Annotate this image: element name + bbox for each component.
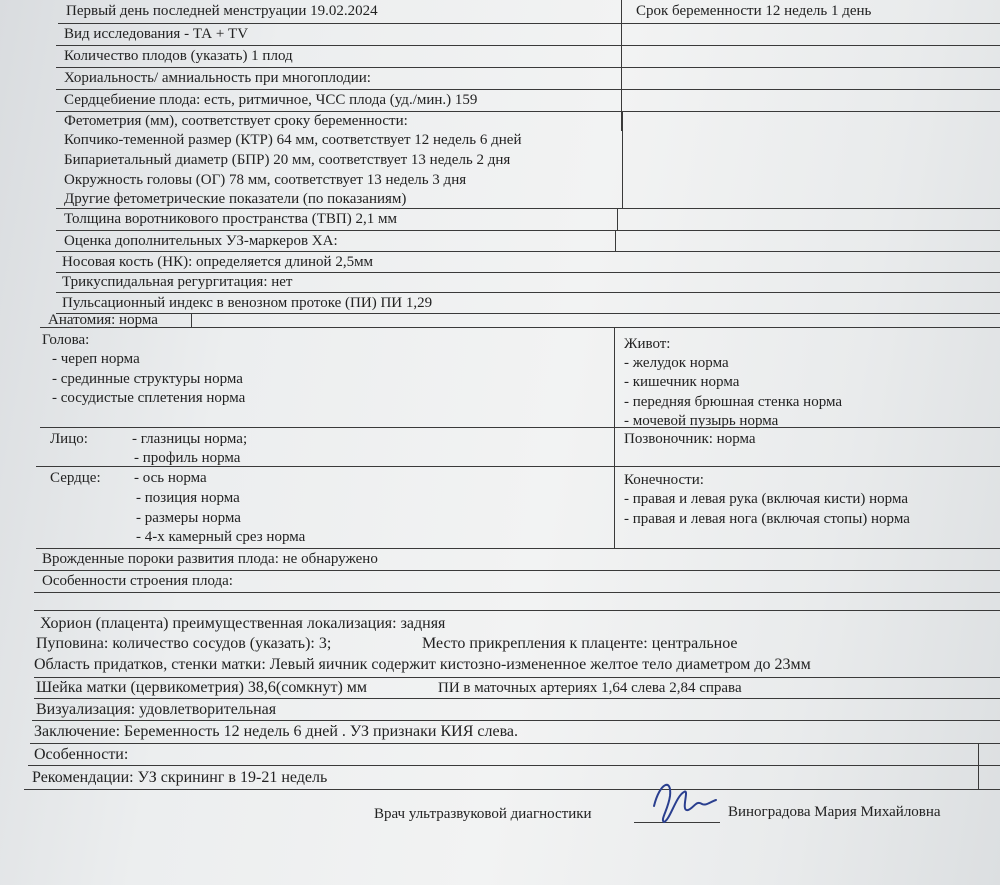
row-nt [56,209,1000,231]
face-title: Лицо: [50,431,88,447]
heart-item-4ch: - 4-х камерный срез норма [136,529,306,545]
heart-item-axis: - ось норма [134,470,207,486]
heart-item-position: - позиция норма [136,490,240,506]
fetometry-title: Фетометрия (мм), соответствует сроку беременности: [64,113,408,129]
limbs-item-legs: - правая и левая нога (включая стопы) норма [624,511,910,527]
row-nasal-bone [56,252,1000,273]
gestation-cell [622,0,871,23]
markers-text: Оценка дополнительных УЗ-маркеров ХА: [64,232,338,249]
row-heartbeat [56,90,1000,112]
head-title: Голова: [42,332,90,348]
adnexa-text: Область придатков, стенки матки: Левый яичник содержит кистозно-измененное желтое тело диаметром до 23мм [34,656,811,673]
spine-text: Позвоночник: норма [624,431,756,447]
heart-item-size: - размеры норма [136,510,241,526]
fetometry-divider [622,112,623,208]
fetometry-hc: Окружность головы (ОГ) 78 мм, соответствует 13 недель 3 дня [64,172,467,188]
row-features [28,744,1000,766]
heartbeat-text: Сердцебиение плода: есть, ритмичное, ЧСС плода (уд./мин.) 159 [64,92,478,108]
belly-item-bowel: - кишечник норма [624,374,740,390]
visualization-text: Визуализация: удовлетворительная [36,700,277,718]
fetometry-other: Другие фетометрические показатели (по показаниям) [64,191,407,207]
face-item-profile: - профиль норма [134,450,241,466]
fetometry-crl: Копчико-теменной размер (КТР) 64 мм, соответствует 12 недель 6 дней [64,132,522,148]
anatomy-text: Анатомия: норма [48,312,158,328]
conclusion-text: Заключение: Беременность 12 недель 6 дней . УЗ признаки КИЯ слева. [34,723,519,740]
row-visualization [32,699,1000,721]
doctor-name: Виноградова Мария Михайловна [728,804,941,820]
row-anatomy [40,314,1000,328]
pulsatility-text: Пульсационный индекс в венозном протоке (ПИ) ПИ 1,29 [62,294,433,311]
cord-vessels-text: Пуповина: количество сосудов (указать): 3; [36,635,332,652]
belly-item-stomach: - желудок норма [624,355,729,371]
anatomy-grid-divider [614,328,615,548]
row-blank [34,593,1000,611]
uterine-pi-text: ПИ в маточных артериях 1,64 слева 2,84 справа [438,679,742,696]
head-item-plexus: - сосудистые сплетения норма [52,390,246,406]
nt-text: Толщина воротникового пространства (ТВП) 2,1 мм [64,211,397,227]
cervix-text: Шейка матки (цервикометрия) 38,6(сомкнут) мм [36,679,368,696]
recommendations-text: Рекомендации: УЗ скрининг в 19-21 недель [32,768,328,786]
row-last-period [58,0,1000,24]
recommendations-right-edge [978,744,979,790]
signature-scribble [650,776,720,826]
row-tricuspid [56,273,1000,293]
limbs-title: Конечности: [624,472,704,488]
heart-title: Сердце: [50,470,101,486]
tricuspid-text: Трикуспидальная регургитация: нет [62,274,293,290]
structure-text: Особенности строения плода: [42,573,233,589]
row-chorionicity [56,68,1000,90]
fetometry-bpd: Бипариетальный диаметр (БПР) 20 мм, соответствует 13 недель 2 дня [64,152,511,168]
head-item-midline: - срединные структуры норма [52,371,243,387]
belly-item-wall: - передняя брюшная стенка норма [624,394,843,410]
row-exam-type [56,24,1000,46]
row-pulsatility [56,293,1000,314]
anatomy-grid-line-1 [40,427,1000,428]
nasal-bone-text: Носовая кость (НК): определяется длиной 2,5мм [62,253,374,270]
row-recommendations [24,766,1000,790]
belly-title: Живот: [624,336,671,352]
face-item-orbits: - глазницы норма; [132,431,248,447]
row-conclusion [30,721,1000,744]
features-text: Особенности: [34,745,129,763]
chorionicity-text: Хориальность/ амниальность при многоплодии: [64,70,371,86]
last-period-text: Первый день последней менструации 19.02.2024 [66,3,378,19]
last-period-cell [58,0,622,23]
belly-item-bladder: - мочевой пузырь норма [624,413,779,429]
exam-type-text: Вид исследования - ТА + TV [64,26,249,42]
row-cervix [34,677,1000,699]
malformations-text: Врожденные пороки развития плода: не обнаружено [42,551,378,567]
head-item-skull: - череп норма [52,351,140,367]
doctor-label: Врач ультразвуковой диагностики [374,806,592,822]
fetus-count-text: Количество плодов (указать) 1 плод [64,48,293,64]
gestation-text: Срок беременности 12 недель 1 день [636,3,872,19]
cord-insertion-text: Место прикрепления к плаценте: центральное [422,635,738,652]
row-markers [56,231,1000,252]
row-fetometry-title [56,112,1000,131]
chorion-text: Хорион (плацента) преимущественная локализация: задняя [40,615,446,632]
limbs-item-arms: - правая и левая рука (включая кисти) норма [624,491,908,507]
row-fetus-count [56,46,1000,68]
row-malformations [34,549,1000,571]
row-structure [34,571,1000,593]
